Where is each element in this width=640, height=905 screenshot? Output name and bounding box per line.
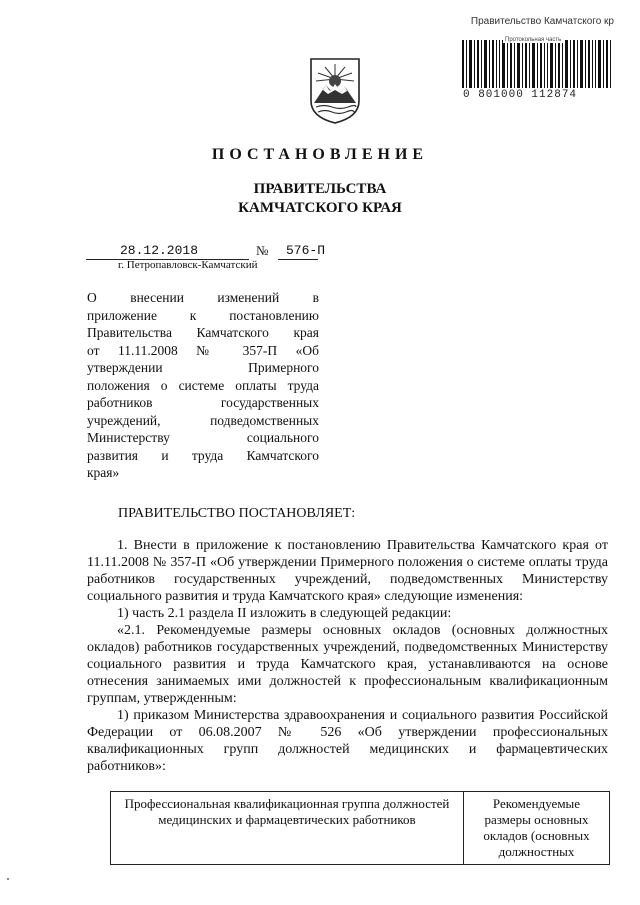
salary-table (110, 791, 610, 865)
document-subtitle (0, 180, 640, 218)
subject-line: края» (87, 465, 120, 480)
body-paragraph-3: «2.1. Рекомендуемые размеры основных окладов (основных должностных окладов) работников государственных учреждений, подведомственных Министерству социального развития и труда Камчатского края, устанавливаются на основе отнесения занимаемых ими должностей к профессиональным квалификационным группам, утвержденным: (87, 623, 608, 706)
table-header-salary: Рекомендуемые размеры основных окладов (основных должностных (464, 792, 610, 865)
protocol-label: Протокольная часть (505, 37, 562, 43)
subject-line: Правительства Камчатского края (87, 325, 319, 340)
table-header-row (111, 792, 610, 865)
subject-line: утверждении Примерного (87, 360, 319, 375)
emblem-icon (308, 57, 362, 125)
document-number: 576-П (286, 243, 326, 258)
subject-line: учреждений, подведомственных (87, 412, 319, 428)
document-city: г. Петропавловск-Камчатский (118, 259, 258, 271)
table-header-group: Профессиональная квалификационная группа должностей медицинских и фармацевтических работников (111, 792, 464, 865)
subject-line: работников государственных (87, 395, 319, 410)
body-paragraph-1: 1. Внести в приложение к постановлению Правительства Камчатского края от 11.11.2008 № 357-П «Об утверждении Примерного положения о системе оплаты труда работников государственных учреждений, подведомственных Министерству социального развития и труда Камчатского края» следующие изменения: (87, 538, 608, 604)
subtitle-line-1: ПРАВИТЕЛЬСТВА (253, 181, 387, 197)
subject-line: положения о системе оплаты труда (87, 377, 319, 393)
subject-line: приложение к постановлению (87, 307, 319, 323)
subject-line: О внесении изменений в (87, 290, 319, 305)
barcode-number: 0 801000 112874 (463, 89, 578, 101)
stamp-organization: Правительство Камчатского кр (470, 16, 614, 27)
salary-table-wrapper (110, 791, 610, 905)
subject-line: развития и труда Камчатского (87, 447, 319, 463)
scan-speck (7, 878, 9, 880)
subject-line: Министерству социального (87, 430, 319, 445)
subject-line: от 11.11.2008 № 357-П «Об (87, 342, 319, 358)
document-title: ПОСТАНОВЛЕНИЕ (211, 146, 429, 163)
document-date: 28.12.2018 (120, 243, 199, 258)
document-body (87, 537, 608, 775)
document-subject (87, 289, 319, 482)
number-sign: № (256, 243, 269, 258)
body-paragraph-2: 1) часть 2.1 раздела II изложить в следующей редакции: (117, 606, 452, 621)
decree-heading: ПРАВИТЕЛЬСТВО ПОСТАНОВЛЯЕТ: (118, 506, 356, 521)
body-paragraph-4: 1) приказом Министерства здравоохранения и социального развития Российской Федерации от 06.08.2007 № 526 «Об утверждении профессиональных квалификационных групп должностей медицинских и фармацевтических работников»: (87, 708, 608, 774)
barcode (462, 40, 612, 90)
number-underline (278, 259, 318, 260)
subtitle-line-2: КАМЧАТСКОГО КРАЯ (238, 200, 402, 216)
